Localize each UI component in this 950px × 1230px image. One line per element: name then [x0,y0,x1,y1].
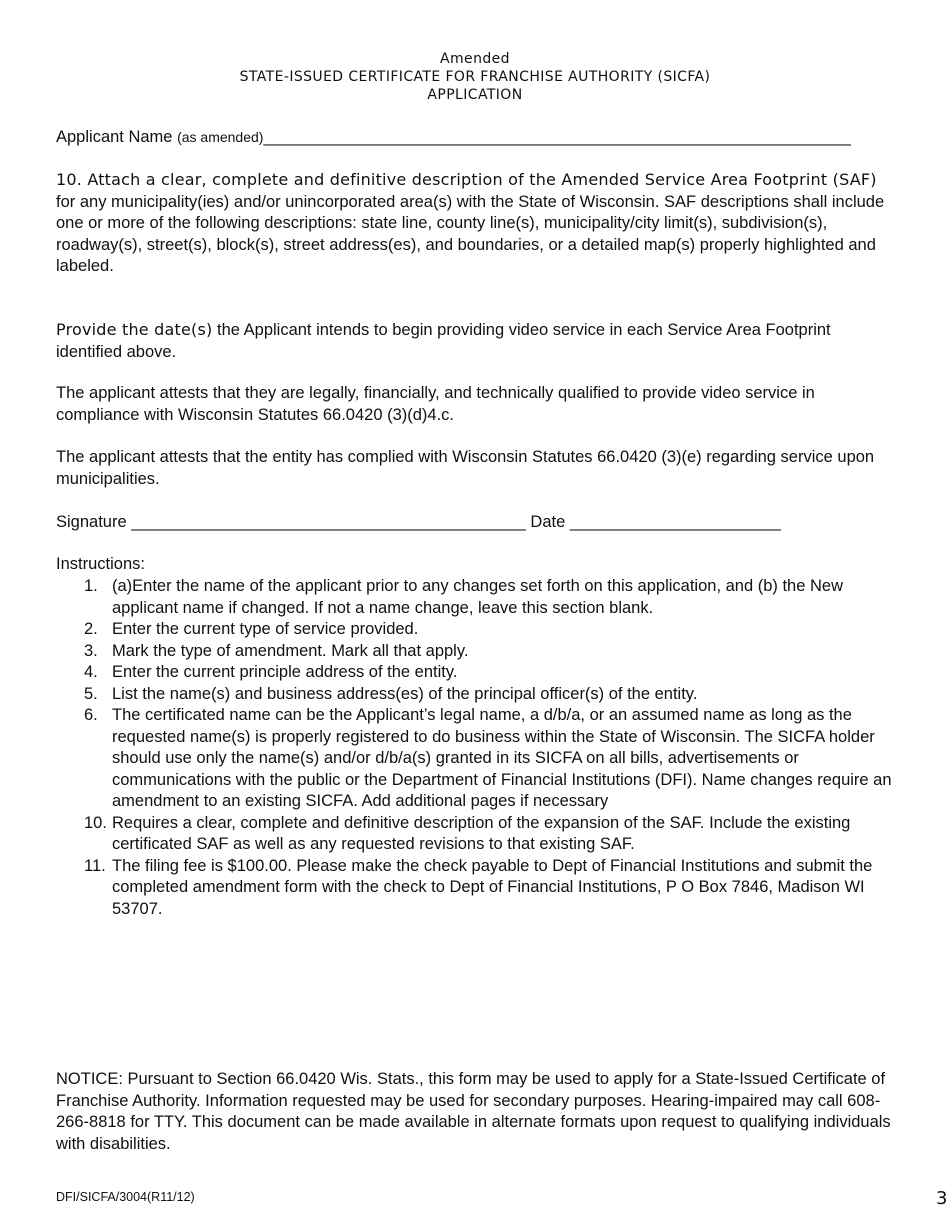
instruction-item [56,705,896,813]
instruction-number: 6. [84,706,98,724]
instruction-number: 5. [84,684,98,703]
instruction-number: 4. [84,663,98,681]
service-dates-paragraph [56,319,896,363]
instruction-item [56,576,896,619]
instruction-item [56,641,896,663]
instruction-text: The filing fee is $100.00. Please make the check payable to Dept of Financial Institutions and submit the completed amendment form with the check to Dept of Financial Institutions, P O Box 7846, Madison WI 53707. [112,856,873,918]
instruction-item [56,619,896,641]
applicant-name-qualifier: (as amended) [177,129,264,145]
form-subtitle: APPLICATION [427,87,523,103]
instruction-number: 10. [84,813,107,832]
signature-label: Signature [56,513,127,531]
instruction-item [56,684,896,706]
instruction-number: 3. [84,641,98,660]
signature-field[interactable]: ___________________________________________ [131,513,526,531]
applicant-name-field[interactable]: ________________________________________________________________ [263,128,851,146]
service-dates-lead: Provide the date(s) [56,320,213,339]
instruction-text: Enter the current type of service provided. [112,620,419,638]
instruction-item [56,662,896,684]
date-field[interactable]: _______________________ [569,513,781,531]
instruction-item [56,813,896,856]
instruction-text: List the name(s) and business address(es) of the principal officer(s) of the entity. [112,684,698,703]
instruction-text: (a)Enter the name of the applicant prior to any changes set forth on this application, and (b) the New applicant name if changed. If not a name change, leave this section blank. [112,577,844,617]
instruction-item [56,856,896,921]
instruction-text: Requires a clear, complete and definitive description of the expansion of the SAF. Include the existing certificated SAF as well as any requested revisions to that existing SAF. [112,813,851,853]
applicant-name-row [56,127,896,149]
instructions-list [56,576,896,920]
attestation-qualified: The applicant attests that they are legally, financially, and technically qualified to provide video service in compliance with Wisconsin Statutes 66.0420 (3)(d)4.c. [56,384,815,424]
service-dates-text: the Applicant intends to begin providing video service in each Service Area Footprint identified above. [56,321,831,361]
signature-row [56,512,896,534]
instruction-text: Mark the type of amendment. Mark all that apply. [112,641,469,660]
instruction-number: 2. [84,620,98,638]
header-amended: Amended [440,51,510,67]
attestation-municipalities: The applicant attests that the entity has complied with Wisconsin Statutes 66.0420 (3)(e) regarding service upon municipalities. [56,448,875,488]
item-10-text: for any municipality(ies) and/or unincorporated area(s) with the State of Wisconsin. SAF descriptions shall include one or more of the following descriptions: state line, county line(s), municipality/city limit(s), subdivision(s), roadway(s), street(s), block(s), street address(es), and boundaries, or a detailed map(s) properly highlighted and labeled. [56,192,885,275]
date-label: Date [530,513,566,531]
notice-paragraph: NOTICE: Pursuant to Section 66.0420 Wis. Stats., this form may be used to apply for a State-Issued Certificate of Franchise Authority. Information requested may be used for secondary purposes. Hearing-impaired may call 608-266-8818 for TTY. This document can be made available in alternate formats upon request to qualifying individuals with disabilities. [56,1070,891,1153]
form-title: STATE-ISSUED CERTIFICATE FOR FRANCHISE AUTHORITY (SICFA) [239,69,711,85]
instruction-text: Enter the current principle address of the entity. [112,663,458,681]
instruction-text: The certificated name can be the Applicant’s legal name, a d/b/a, or an assumed name as long as the requested name(s) is properly registered to do business within the State of Wisconsin. The SICFA holder should use only the name(s) and/or d/b/a(s) granted in its SICFA on all bills, advertisements or communications with the public or the Department of Financial Institutions (DFI). Name changes require an amendment to an existing SICFA. Add additional pages if necessary [112,706,892,810]
instruction-number: 11. [84,856,106,875]
item-10-lead: 10. Attach a clear, complete and definitive description of the Amended Service Area Footprint (SAF) [56,170,877,189]
instructions-title: Instructions: [56,555,145,573]
form-id: DFI/SICFA/3004(R11/12) [56,1190,195,1204]
item-10-paragraph [56,169,896,278]
applicant-name-label: Applicant Name [56,128,173,146]
instruction-number: 1. [84,577,98,595]
page-number: 3 [936,1188,948,1209]
